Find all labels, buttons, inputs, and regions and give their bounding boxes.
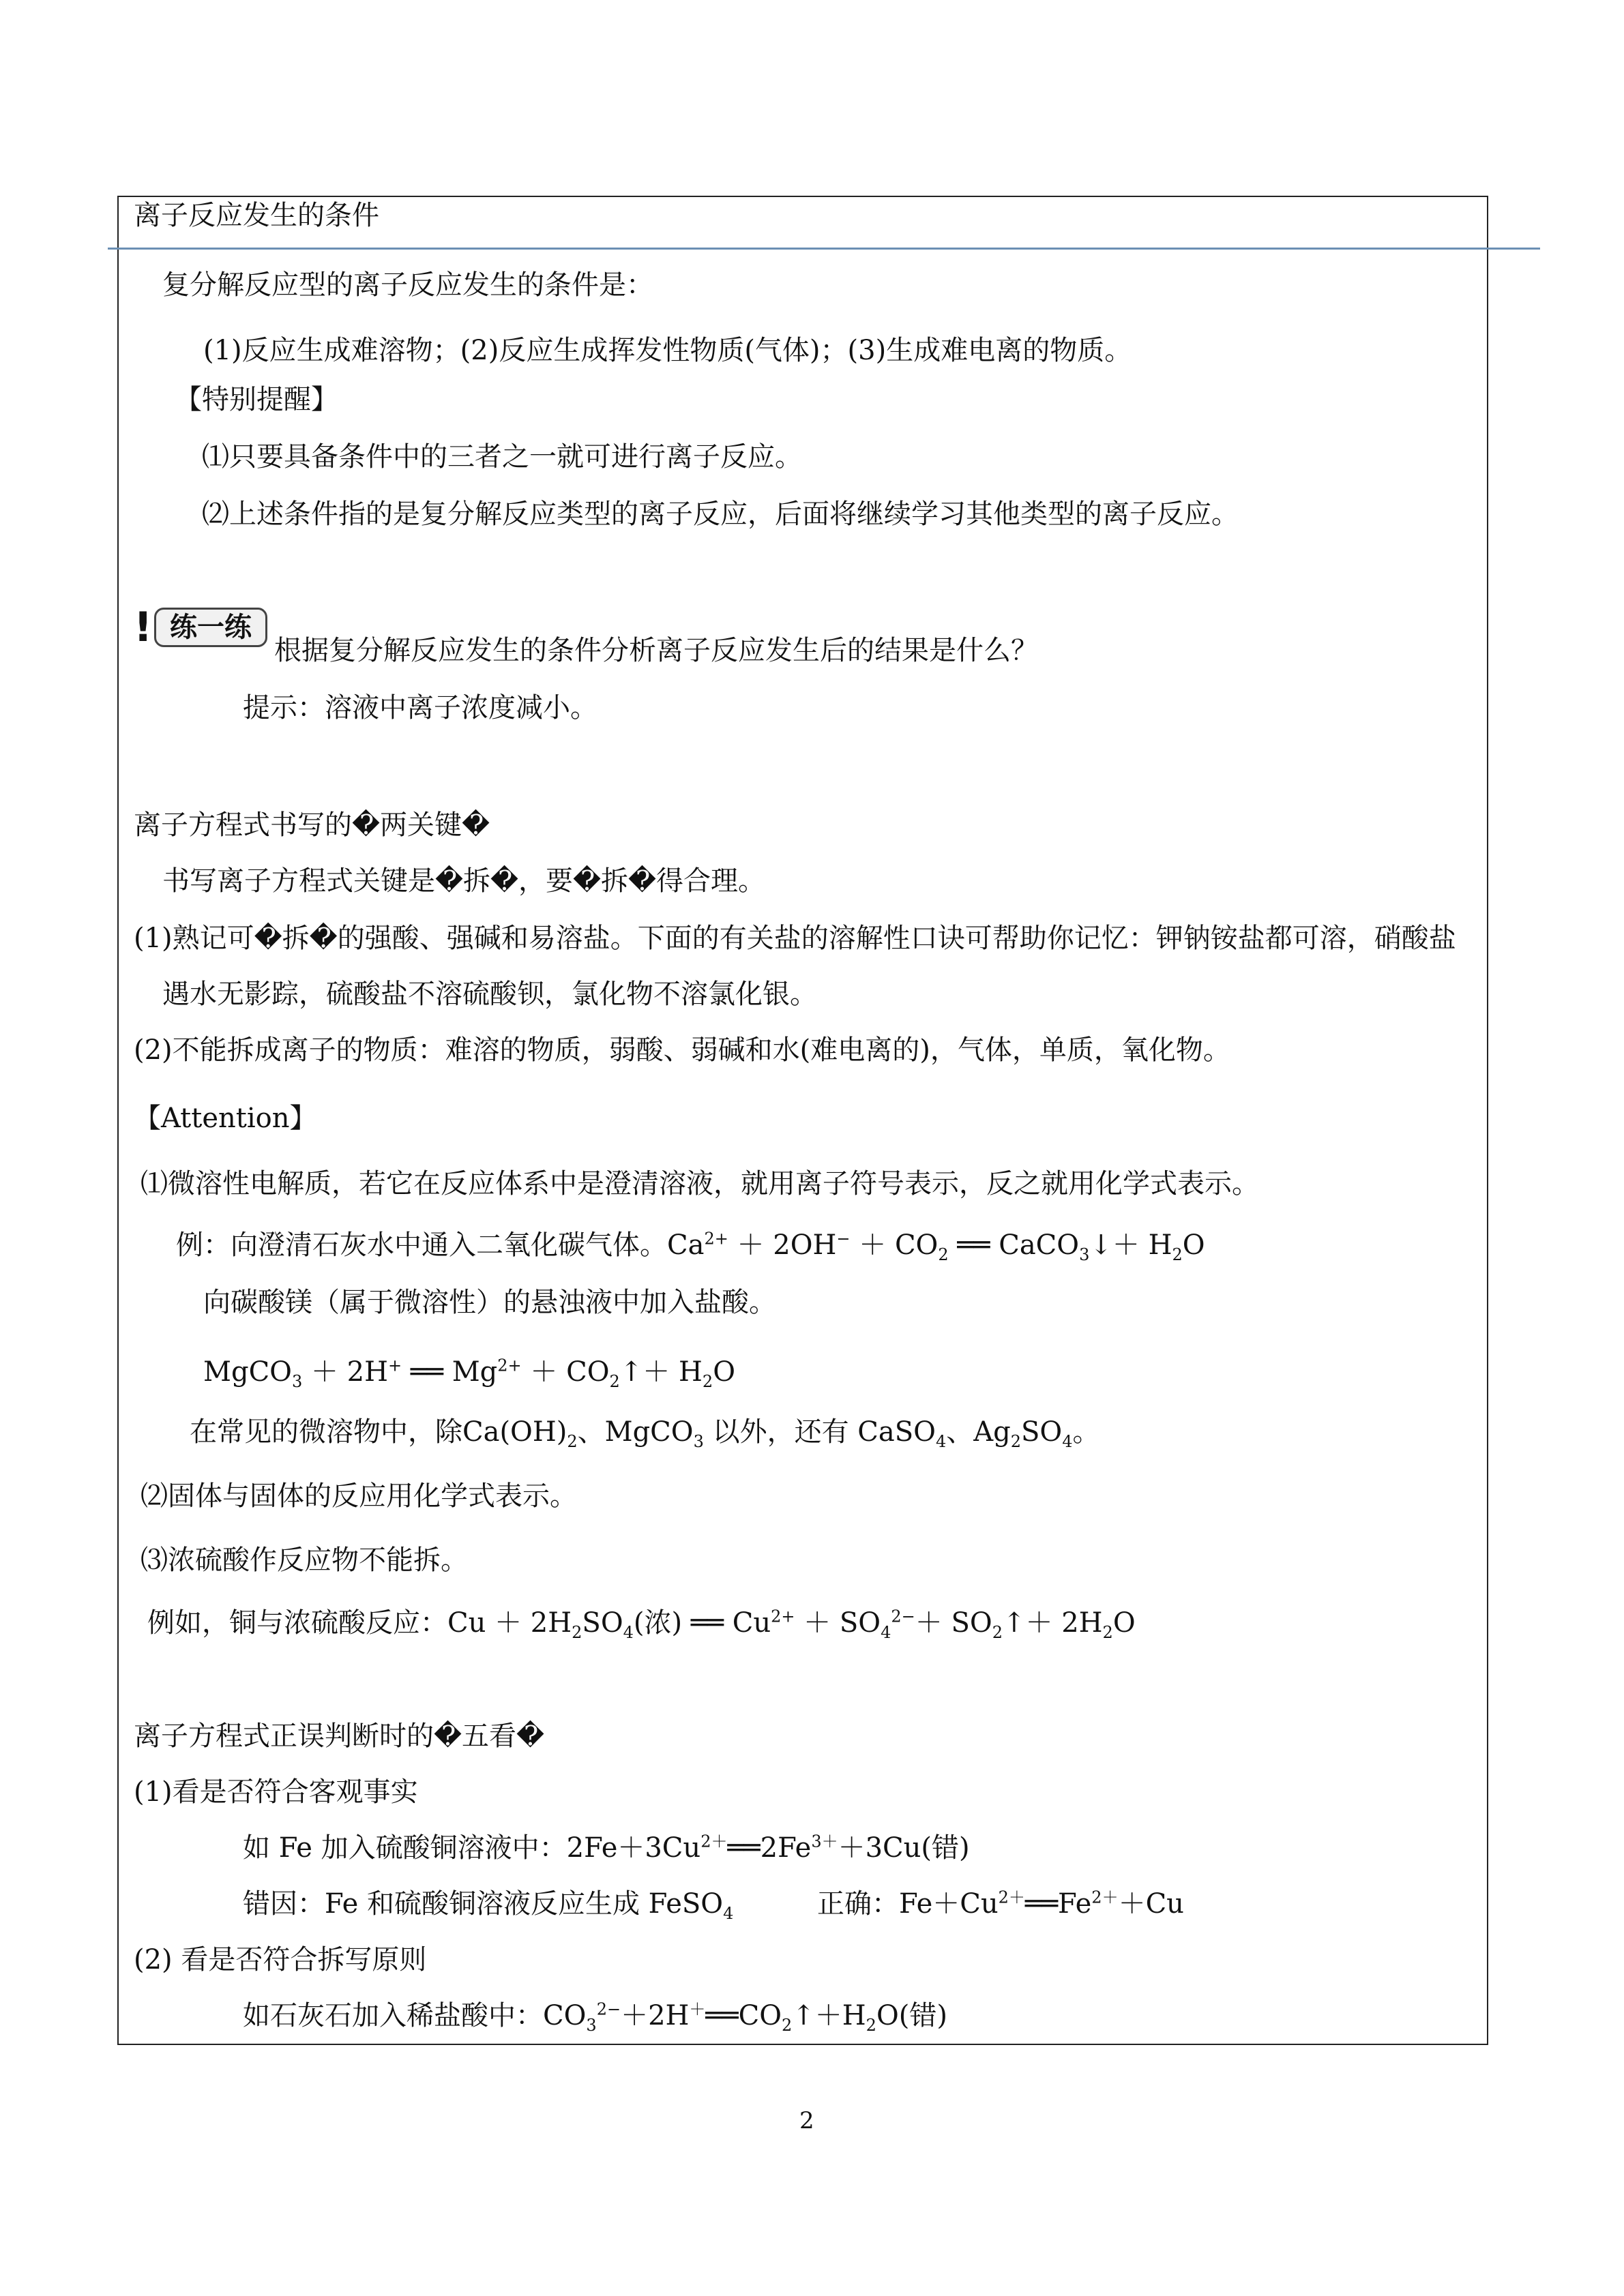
check-2: (2) 看是否符合拆写原则 [134, 1944, 427, 1976]
attention-2: ⑵固体与固体的反应用化学式表示。 [141, 1480, 577, 1512]
equation-1: $Ca^{2+} + 2OH^- + CO_2$ ══ CaCO$_3$↓＋ $H_2O$ [667, 1229, 1205, 1264]
example-3 [147, 1607, 1136, 1642]
check-1-correct-prefix: 正确： [817, 1888, 899, 1920]
equation-2: MgCO$_3$ ＋ 2H+ ══ $Mg^{2+}$ ＋ $CO_2↑+ H_2O$ [203, 1356, 735, 1391]
example-1 [176, 1229, 1205, 1262]
example-3-prefix: 例如，铜与浓硫酸反应： [147, 1607, 447, 1639]
equation-5: $Fe+Cu^{2+}══Fe^{2+}+Cu$ [899, 1888, 1184, 1920]
formula-group-1: $Ca(OH)_2$、MgCO$_3$ [462, 1416, 704, 1451]
common-mid: 以外，还有 [712, 1416, 849, 1448]
keys-point-1b: 遇水无影踪，硫酸盐不溶硫酸钡，氯化物不溶氯化银。 [162, 979, 817, 1010]
common-prefix: 在常见的微溶物中，除 [190, 1416, 462, 1448]
keys-point-2: (2)不能拆成离子的物质：难溶的物质，弱酸、弱碱和水(难电离的)，气体，单质，氧化物。 [134, 1034, 1230, 1066]
formula-group-2: CaSO$_4$、$Ag_2SO_4$。 [848, 1416, 1100, 1451]
equation-6: $CO_3^{2-}+2H^+══CO_2↑+H_2O$(错) [543, 1999, 947, 2035]
section-title-five-checks: 离子方程式正误判断时的�五看� [134, 1720, 545, 1752]
keys-intro: 书写离子方程式关键是�拆�，要�拆�得合理。 [162, 865, 766, 897]
conditions-list: (1)反应生成难溶物；(2)反应生成挥发性物质(气体)；(3)生成难电离的物质。 [203, 335, 1132, 366]
exclamation-icon: ! [134, 603, 153, 651]
practice-label: 练一练 [154, 608, 267, 647]
common-slightly-soluble [190, 1416, 1100, 1451]
conditions-intro: 复分解反应型的离子反应发生的条件是： [162, 269, 653, 301]
check-1-reason-text: 错因：Fe 和硫酸铜溶液反应生成 FeSO [243, 1888, 724, 1920]
reminder-2: ⑵上述条件指的是复分解反应类型的离子反应，后面将继续学习其他类型的离子反应。 [202, 498, 1239, 530]
check-2-example-prefix: 如石灰石加入稀盐酸中： [243, 2000, 543, 2031]
reminder-1: ⑴只要具备条件中的三者之一就可进行离子反应。 [202, 441, 802, 473]
section-title-conditions: 离子反应发生的条件 [134, 200, 379, 231]
header-rule [108, 248, 1540, 250]
check-1-reason: 错因：Fe 和硫酸铜溶液反应生成 FeSO$_4$ [243, 1888, 734, 1923]
check-2-example [243, 1999, 947, 2035]
attention-1: ⑴微溶性电解质，若它在反应体系中是澄清溶液，就用离子符号表示，反之就用化学式表示。 [141, 1168, 1259, 1199]
keys-point-1a: (1)熟记可�拆�的强酸、强碱和易溶盐。下面的有关盐的溶解性口诀可帮助你记忆：钾钠铵盐都可溶，硝酸盐 [134, 923, 1456, 954]
example-2: 向碳酸镁（属于微溶性）的悬浊液中加入盐酸。 [203, 1287, 776, 1318]
example-1-prefix: 例：向澄清石灰水中通入二氧化碳气体。 [176, 1229, 667, 1261]
practice-question: 根据复分解反应发生的条件分析离子反应发生后的结果是什么？ [274, 635, 1038, 666]
check-1-correct [817, 1888, 1184, 1920]
equation-3: $Cu + 2H_2SO_4$(浓) ══ $Cu^{2+} + SO_4^{2-}+$ $SO_2↑+ 2H_2O$ [447, 1607, 1136, 1642]
practice-hint: 提示：溶液中离子浓度减小。 [243, 692, 597, 724]
check-1-example-prefix: 如 Fe 加入硫酸铜溶液中： [243, 1832, 567, 1864]
check-1: (1)看是否符合客观事实 [134, 1776, 418, 1808]
attention-title: 【Attention】 [134, 1103, 317, 1134]
page-number: 2 [799, 2107, 814, 2134]
check-1-example [243, 1832, 970, 1864]
attention-3: ⑶浓硫酸作反应物不能拆。 [141, 1545, 468, 1576]
equation-4: $2Fe+3Cu^{2+}══2Fe^{3+}+3Cu$(错) [566, 1832, 970, 1864]
section-title-keys: 离子方程式书写的�两关键� [134, 809, 490, 841]
practice-badge [134, 605, 270, 651]
reminder-title: 【特别提醒】 [175, 384, 338, 415]
